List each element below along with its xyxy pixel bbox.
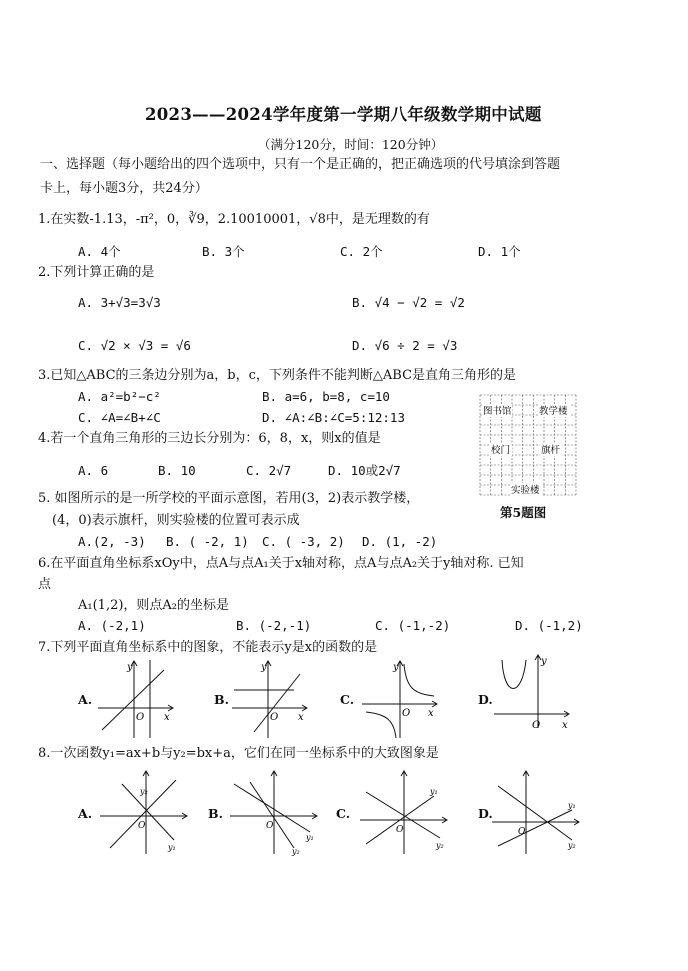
figure-5-caption: 第5题图 xyxy=(500,505,547,520)
line-label-y2: y₂ xyxy=(568,841,576,850)
line-label-y2: y₂ xyxy=(140,787,148,796)
q4-option-a: A. 6 xyxy=(78,463,109,478)
line-label-y2: y₂ xyxy=(292,847,300,856)
axis-y-label: y xyxy=(261,662,267,673)
map-label-gate: 校门 xyxy=(491,445,511,456)
origin-label: O xyxy=(402,708,411,719)
origin-label: O xyxy=(270,712,279,723)
school-map-figure xyxy=(480,395,576,497)
q3-option-c: C. ∠A=∠B+∠C xyxy=(78,410,161,425)
map-label-teaching-building: 教学楼 xyxy=(539,406,568,417)
q3-option-b: B. a=6, b=8, c=10 xyxy=(262,389,390,404)
question-6-stem-cont: 点 xyxy=(38,577,52,592)
q2-option-d: D. √6 ÷ 2 = √3 xyxy=(352,338,458,353)
q1-option-b: B. 3个 xyxy=(202,244,245,259)
page-title: 2023——2024学年度第一学期八年级数学期中试题 xyxy=(145,105,542,124)
origin-label: O xyxy=(532,720,541,731)
axis-y-label: y xyxy=(541,656,547,667)
q6-option-b: B. (-2,-1) xyxy=(236,618,312,633)
axis-y-label: y xyxy=(127,662,133,673)
question-1-stem: 1.在实数-1.13，-π²，0，∛9，2.10010001，√8中，是无理数的有 xyxy=(38,212,430,227)
q7-option-d-label: D. xyxy=(478,692,493,707)
q1-option-a: A. 4个 xyxy=(78,244,121,259)
axis-x-label: x xyxy=(562,720,568,731)
map-label-lab-building: 实验楼 xyxy=(511,485,540,496)
q8-graph-b xyxy=(230,770,320,856)
question-3-stem: 3.已知△ABC的三条边分别为a，b，c，下列条件不能判断△ABC是直角三角形的是 xyxy=(38,368,517,383)
q1-option-d: D. 1个 xyxy=(478,244,521,259)
section-heading-cont: 卡上，每小题3分，共24分） xyxy=(40,181,208,196)
q3-option-d: D. ∠A:∠B:∠C=5:12:13 xyxy=(262,410,405,425)
q5-option-b: B. ( -2, 1) xyxy=(166,534,249,549)
section-heading: 一、选择题（每小题给出的四个选项中，只有一个是正确的，把正确选项的代号填涂到答题 xyxy=(40,157,561,172)
q2-option-a: A. 3+√3=3√3 xyxy=(78,295,161,310)
q6-option-c: C. (-1,-2) xyxy=(375,618,451,633)
origin-label: O xyxy=(266,821,274,831)
question-7-stem: 7.下列平面直角坐标系中的图象，不能表示y是x的函数的是 xyxy=(38,640,378,655)
question-8-stem: 8.一次函数y₁=ax+b与y₂=bx+a，它们在同一坐标系中的大致图象是 xyxy=(38,746,439,761)
line-label-y1: y₁ xyxy=(168,843,176,852)
question-5-stem-cont: (4，0)表示旗杆，则实验楼的位置可表示成 xyxy=(52,513,300,528)
axis-x-label: x xyxy=(428,708,434,719)
origin-label: O xyxy=(396,825,404,835)
q8-option-a-label: A. xyxy=(78,806,93,821)
q8-option-d-label: D. xyxy=(478,806,493,821)
map-label-flagpole: 旗杆 xyxy=(541,445,561,456)
question-6-stem: 6.在平面直角坐标系xOy中，点A与点A₁关于x轴对称，点A与点A₂关于y轴对称. 已知 xyxy=(38,556,524,571)
origin-label: O xyxy=(136,712,145,723)
line-label-y1: y₁ xyxy=(430,787,438,796)
question-2-stem: 2.下列计算正确的是 xyxy=(38,265,155,280)
q5-option-a: A.(2, -3) xyxy=(78,534,146,549)
q8-graph-a xyxy=(100,770,190,856)
axis-x-label: x xyxy=(164,712,170,723)
question-5-stem: 5. 如图所示的是一所学校的平面示意图，若用(3，2)表示教学楼， xyxy=(38,491,420,506)
line-label-y1: y₁ xyxy=(306,833,314,842)
q8-option-b-label: B. xyxy=(208,806,223,821)
q6-option-d: D. (-1,2) xyxy=(515,618,583,633)
q7-option-c-label: C. xyxy=(340,692,355,707)
q5-option-d: D. (1, -2) xyxy=(362,534,438,549)
axis-y-label: y xyxy=(393,662,399,673)
q4-option-c: C. 2√7 xyxy=(246,463,292,478)
map-label-library: 图书馆 xyxy=(483,406,512,417)
q2-option-b: B. √4 − √2 = √2 xyxy=(352,295,465,310)
q8-option-c-label: C. xyxy=(336,806,351,821)
origin-label: O xyxy=(138,821,146,831)
q7-graph-d xyxy=(494,654,574,734)
q7-option-a-label: A. xyxy=(78,692,93,707)
q3-option-a: A. a²=b²−c² xyxy=(78,389,161,404)
q4-option-b: B. 10 xyxy=(158,463,196,478)
exam-info: （满分120分，时间：120分钟） xyxy=(258,137,444,152)
line-label-y1: y₁ xyxy=(568,801,576,810)
q1-option-c: C. 2个 xyxy=(340,244,383,259)
origin-label: O xyxy=(518,827,526,837)
q6-option-a: A. (-2,1) xyxy=(78,618,146,633)
question-6-given: A₁(1,2)，则点A₂的坐标是 xyxy=(78,598,230,613)
q4-option-d: D. 10或2√7 xyxy=(328,463,401,478)
q5-option-c: C. ( -3, 2) xyxy=(262,534,345,549)
q2-option-c: C. √2 × √3 = √6 xyxy=(78,338,191,353)
q7-graph-a xyxy=(98,660,178,740)
q7-graph-b xyxy=(232,660,312,740)
q8-graph-c xyxy=(360,770,450,856)
axis-x-label: x xyxy=(298,712,304,723)
line-label-y2: y₂ xyxy=(436,841,444,850)
question-4-stem: 4.若一个直角三角形的三边长分别为：6，8，x，则x的值是 xyxy=(38,431,381,446)
q7-option-b-label: B. xyxy=(214,692,229,707)
q7-graph-c xyxy=(362,660,442,740)
q8-graph-d xyxy=(492,770,582,856)
